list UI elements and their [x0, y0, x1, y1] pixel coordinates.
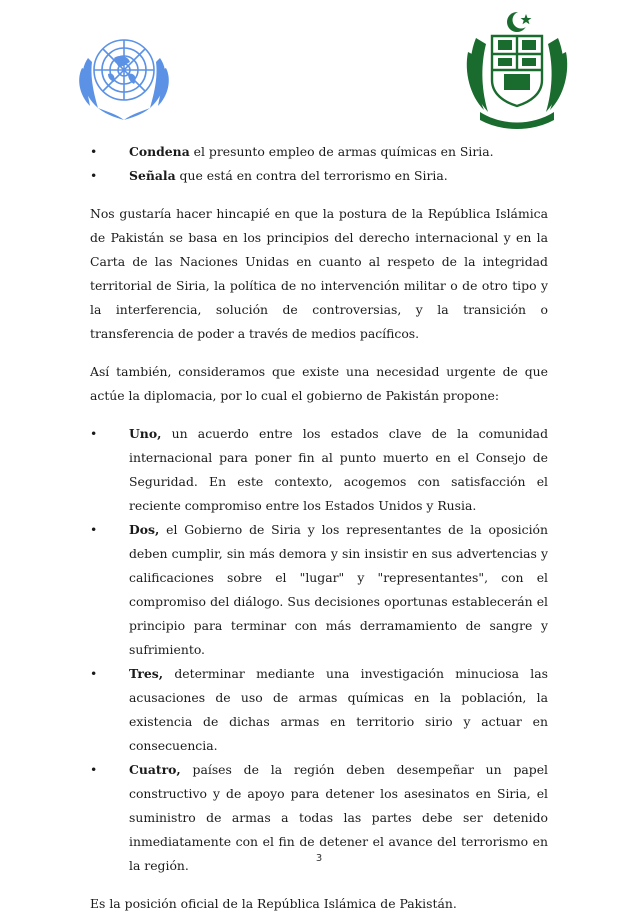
bullet-text: países de la región deben desempeñar un papel constructivo y de apoyo para detener los asesinatos en Siria, el suministro de armas a todas las partes debe ser detenido inmediatamente con el fin de detener el avance del terrorismo en la región.: [129, 762, 548, 873]
bullet-text: determinar mediante una investigación minuciosa las acusaciones de uso de armas químicas en la población, la existencia de dichas armas en territorio sirio y actuar en consecuencia.: [129, 666, 548, 753]
list-item: [90, 140, 548, 164]
document-body: [90, 140, 548, 916]
bullet-icon: •: [90, 168, 98, 183]
pakistan-state-emblem-icon: [462, 8, 572, 132]
bullet-lead: Condena: [129, 144, 190, 159]
paragraph-official-position: Es la posición oficial de la República Islámica de Pakistán.: [90, 896, 457, 911]
paragraph-position: Nos gustaría hacer hincapié en que la postura de la República Islámica de Pakistán se basa en los principios del derecho internacional y en la Carta de las Naciones Unidas en cuanto al respeto de la integridad territorial de Siria, la política de no intervención militar o de otro tipo y la interferencia, solución de controversias, y la transición o transferencia de poder a través de medios pacíficos.: [90, 206, 548, 341]
bullet-icon: •: [90, 426, 98, 441]
list-item: [90, 518, 548, 662]
proposal-list: [90, 422, 548, 878]
bullet-text: el Gobierno de Siria y los representantes de la oposición deben cumplir, sin más demora y sin insistir en sus advertencias y calificaciones sobre el "lugar" y "representantes", con el compromiso del diálogo. Sus decisiones oportunas establecerán el principio para terminar con más derramamiento de sangre y sufrimiento.: [129, 522, 548, 657]
bullet-lead: Cuatro,: [129, 762, 181, 777]
list-item: [90, 422, 548, 518]
bullet-text: que está en contra del terrorismo en Siria.: [175, 168, 448, 183]
united-nations-emblem-icon: [68, 18, 180, 130]
bullet-lead: Tres,: [129, 666, 164, 681]
bullet-lead: Dos,: [129, 522, 160, 537]
bullet-icon: •: [90, 666, 98, 681]
paragraph-diplomacy: Así también, consideramos que existe una necesidad urgente de que actúe la diplomacia, por lo cual el gobierno de Pakistán propone:: [90, 364, 548, 403]
bullet-text: un acuerdo entre los estados clave de la comunidad internacional para poner fin al punto muerto en el Consejo de Seguridad. En este contexto, acogemos con satisfacción el reciente compromiso entre los Estados Unidos y Rusia.: [129, 426, 548, 513]
bullet-lead: Uno,: [129, 426, 162, 441]
bullet-icon: •: [90, 762, 98, 777]
bullet-icon: •: [90, 144, 98, 159]
list-item: [90, 662, 548, 758]
bullet-icon: •: [90, 522, 98, 537]
bullet-lead: Señala: [129, 168, 176, 183]
page-number: 3: [315, 853, 323, 864]
summary-list: [90, 140, 548, 188]
list-item: [90, 164, 548, 188]
bullet-text: el presunto empleo de armas químicas en Siria.: [189, 144, 494, 159]
